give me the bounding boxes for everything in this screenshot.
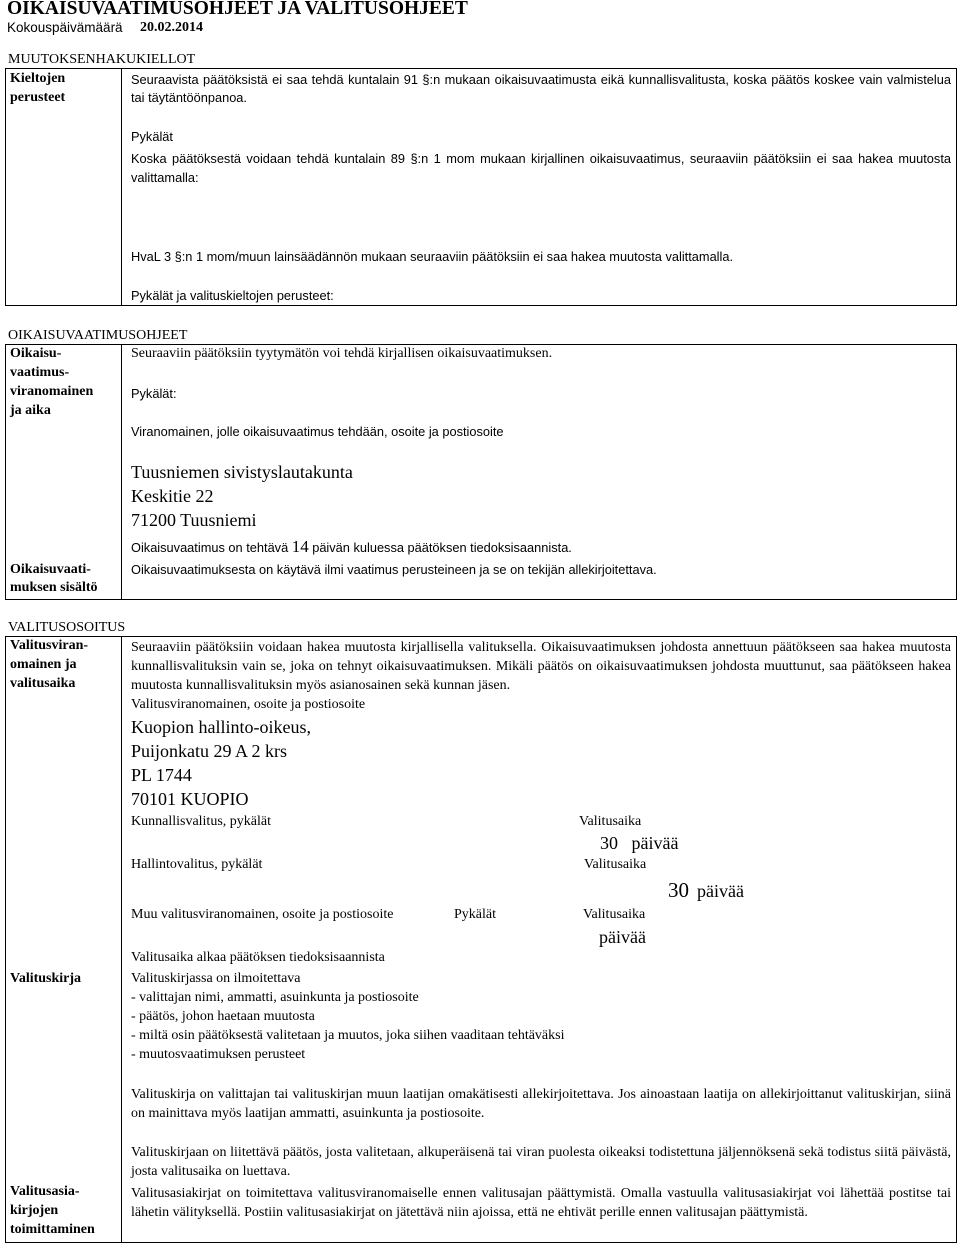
valitusaika-days-3: päivää	[599, 927, 646, 947]
valitusasiakirjat-label-1: Valitusasia-	[10, 1184, 80, 1199]
valitusasiakirjat-label-2: kirjojen	[10, 1203, 59, 1218]
valitusaika-label-3: Valitusaika	[583, 907, 646, 922]
date-label: Kokouspäivämäärä	[7, 20, 123, 35]
oikaisu-label-6: muksen sisältö	[10, 580, 98, 595]
valitusaika-days-1-num: 30	[600, 833, 618, 853]
date-value: 20.02.2014	[140, 20, 203, 35]
oikaisu-label-3: viranomainen	[10, 384, 94, 399]
section-heading-muutoksenhakukiellot: MUUTOKSENHAKUKIELLOT	[8, 52, 196, 67]
muu-viranomainen-label: Muu valitusviranomainen, osoite ja postiosoite	[131, 907, 394, 922]
valitus-label-3: valitusaika	[10, 676, 76, 691]
kiellot-para-4: Pykälät ja valituskieltojen perusteet:	[131, 288, 334, 303]
valituskirja-item-2: - päätös, johon haetaan muutosta	[131, 1009, 315, 1024]
oikaisu-deadline-pre: Oikaisuvaatimus on tehtävä	[131, 540, 289, 555]
kiellot-pykalat: Pykälät	[131, 129, 173, 144]
kiellot-label-2: perusteet	[10, 90, 66, 105]
oikaisu-deadline-days: 14	[291, 537, 309, 556]
valituskirja-item-3: - miltä osin päätöksestä valitetaan ja muutos, joka siihen vaaditaan tehtäväksi	[131, 1028, 565, 1043]
muu-pykalat-label: Pykälät	[454, 907, 496, 922]
oikaisu-line-2: Viranomainen, jolle oikaisuvaatimus tehdään, osoite ja postiosoite	[131, 424, 504, 439]
valitus-divider	[121, 636, 122, 1243]
valitus-authority-3: PL 1744	[131, 765, 192, 785]
oikaisu-label-1: Oikaisu-	[10, 346, 62, 361]
oikaisu-pykalat: Pykälät:	[131, 386, 177, 401]
valitusasiakirjat-para: Valitusasiakirjat on toimitettava valitusviranomaiselle ennen valitusajan päättymistä. Omalla vastuulla valitusasiakirjat voi lähettää postitse tai lähetin välityksellä. Postiin valitusasiakirjat on jätettävä niin ajoissa, että ne ehtivät perille ennen valitusajan päättymistä.	[131, 1186, 951, 1220]
oikaisu-deadline	[131, 537, 572, 557]
oikaisu-address-2: Keskitie 22	[131, 486, 214, 506]
section-heading-valitusosoitus: VALITUSOSOITUS	[8, 620, 126, 635]
oikaisu-address-1: Tuusniemen sivistyslautakunta	[131, 462, 353, 482]
valituskirja-intro: Valituskirjassa on ilmoitettava	[131, 971, 301, 986]
valituskirja-attach-para: Valituskirjaan on liitettävä päätös, josta valitetaan, alkuperäisenä tai viran puolesta oikeaksi todistettuna jäljennöksenä sekä todistus siitä päivästä, josta valitusaika on luettava.	[131, 1145, 951, 1179]
valitusaika-days-1-word: päivää	[631, 833, 679, 853]
kiellot-para-1: Seuraavista päätöksistä ei saa tehdä kuntalain 91 §:n mukaan oikaisuvaatimusta eikä kunnallisvalitusta, koska päätös koskee vain valmistelua tai täytäntöönpanoa.	[131, 72, 951, 105]
valitus-authority-4: 70101 KUOPIO	[131, 789, 249, 809]
oikaisu-label-2: vaatimus-	[10, 365, 70, 380]
oikaisu-deadline-post: päivän kuluessa päätöksen tiedoksisaannista.	[312, 540, 572, 555]
valitusaika-days-2-word: päivää	[697, 881, 744, 901]
kiellot-divider	[121, 68, 122, 306]
valitusaika-alkaa: Valitusaika alkaa päätöksen tiedoksisaannista	[131, 950, 385, 965]
oikaisu-line-1: Seuraaviin päätöksiin tyytymätön voi tehdä kirjallisen oikaisuvaatimuksen.	[131, 346, 553, 361]
valitus-label-2: omainen ja	[10, 657, 77, 672]
section-heading-oikaisuvaatimusohjeet: OIKAISUVAATIMUSOHJEET	[8, 328, 188, 343]
document-title: OIKAISUVAATIMUSOHJEET JA VALITUSOHJEET	[7, 0, 468, 19]
valitusaika-label-2: Valitusaika	[584, 857, 647, 872]
oikaisu-divider	[121, 344, 122, 600]
oikaisu-address-3: 71200 Tuusniemi	[131, 510, 257, 530]
valitusaika-days-2	[668, 878, 744, 903]
kiellot-para-2: Koska päätöksestä voidaan tehdä kuntalain 89 §:n 1 mom mukaan kirjallinen oikaisuvaatimus, seuraaviin päätöksiin ei saa hakea muutosta valittamalla:	[131, 151, 951, 185]
kunnallisvalitus-label: Kunnallisvalitus, pykälät	[131, 814, 271, 829]
valitus-authority-1: Kuopion hallinto-oikeus,	[131, 717, 311, 737]
oikaisu-content: Oikaisuvaatimuksesta on käytävä ilmi vaatimus perusteineen ja se on tekijän allekirjoitettava.	[131, 562, 657, 577]
kiellot-para-3: HvaL 3 §:n 1 mom/muun lainsäädännön mukaan seuraaviin päätöksiin ei saa hakea muutosta valittamalla.	[131, 249, 734, 264]
valitus-authority-2: Puijonkatu 29 A 2 krs	[131, 741, 288, 761]
kiellot-label-1: Kieltojen	[10, 71, 66, 86]
valituskirja-label: Valituskirja	[10, 971, 82, 986]
hallintovalitus-label: Hallintovalitus, pykälät	[131, 857, 263, 872]
valitusaika-days-2-num: 30	[668, 878, 689, 902]
valitusaika-label-1: Valitusaika	[579, 814, 642, 829]
valitusasiakirjat-label-3: toimittaminen	[10, 1222, 95, 1237]
oikaisu-label-5: Oikaisuvaati-	[10, 562, 91, 577]
valitus-para-1: Seuraaviin päätöksiin voidaan hakea muutosta kirjallisella valituksella. Oikaisuvaatimuksen johdosta annettuun päätökseen saa hakea muutosta kunnallisvalituksin vain se, joka on tehnyt oikaisuvaatimuksen. Mikäli päätös on oikaisuvaatimuksen johdosta muuttunut, saa päätökseen hakea muutosta kunnallisvalituksin myös asianosainen sekä kunnan jäsen.	[131, 640, 951, 693]
valitus-label-1: Valitusviran-	[10, 638, 89, 653]
oikaisu-label-4: ja aika	[10, 403, 51, 418]
valituskirja-item-1: - valittajan nimi, ammatti, asuinkunta ja postiosoite	[131, 990, 419, 1005]
valitusaika-days-1	[600, 833, 678, 854]
valitus-authority-label: Valitusviranomainen, osoite ja postiosoite	[131, 697, 366, 712]
valituskirja-item-4: - muutosvaatimuksen perusteet	[131, 1047, 306, 1062]
valituskirja-sign-para: Valituskirja on valittajan tai valituskirjan muun laatijan omakätisesti allekirjoitettava. Jos ainoastaan laatija on allekirjoittanut valituskirjan, siinä on mainittava myös laatijan ammatti, asuinkunta ja postiosoite.	[131, 1087, 951, 1121]
